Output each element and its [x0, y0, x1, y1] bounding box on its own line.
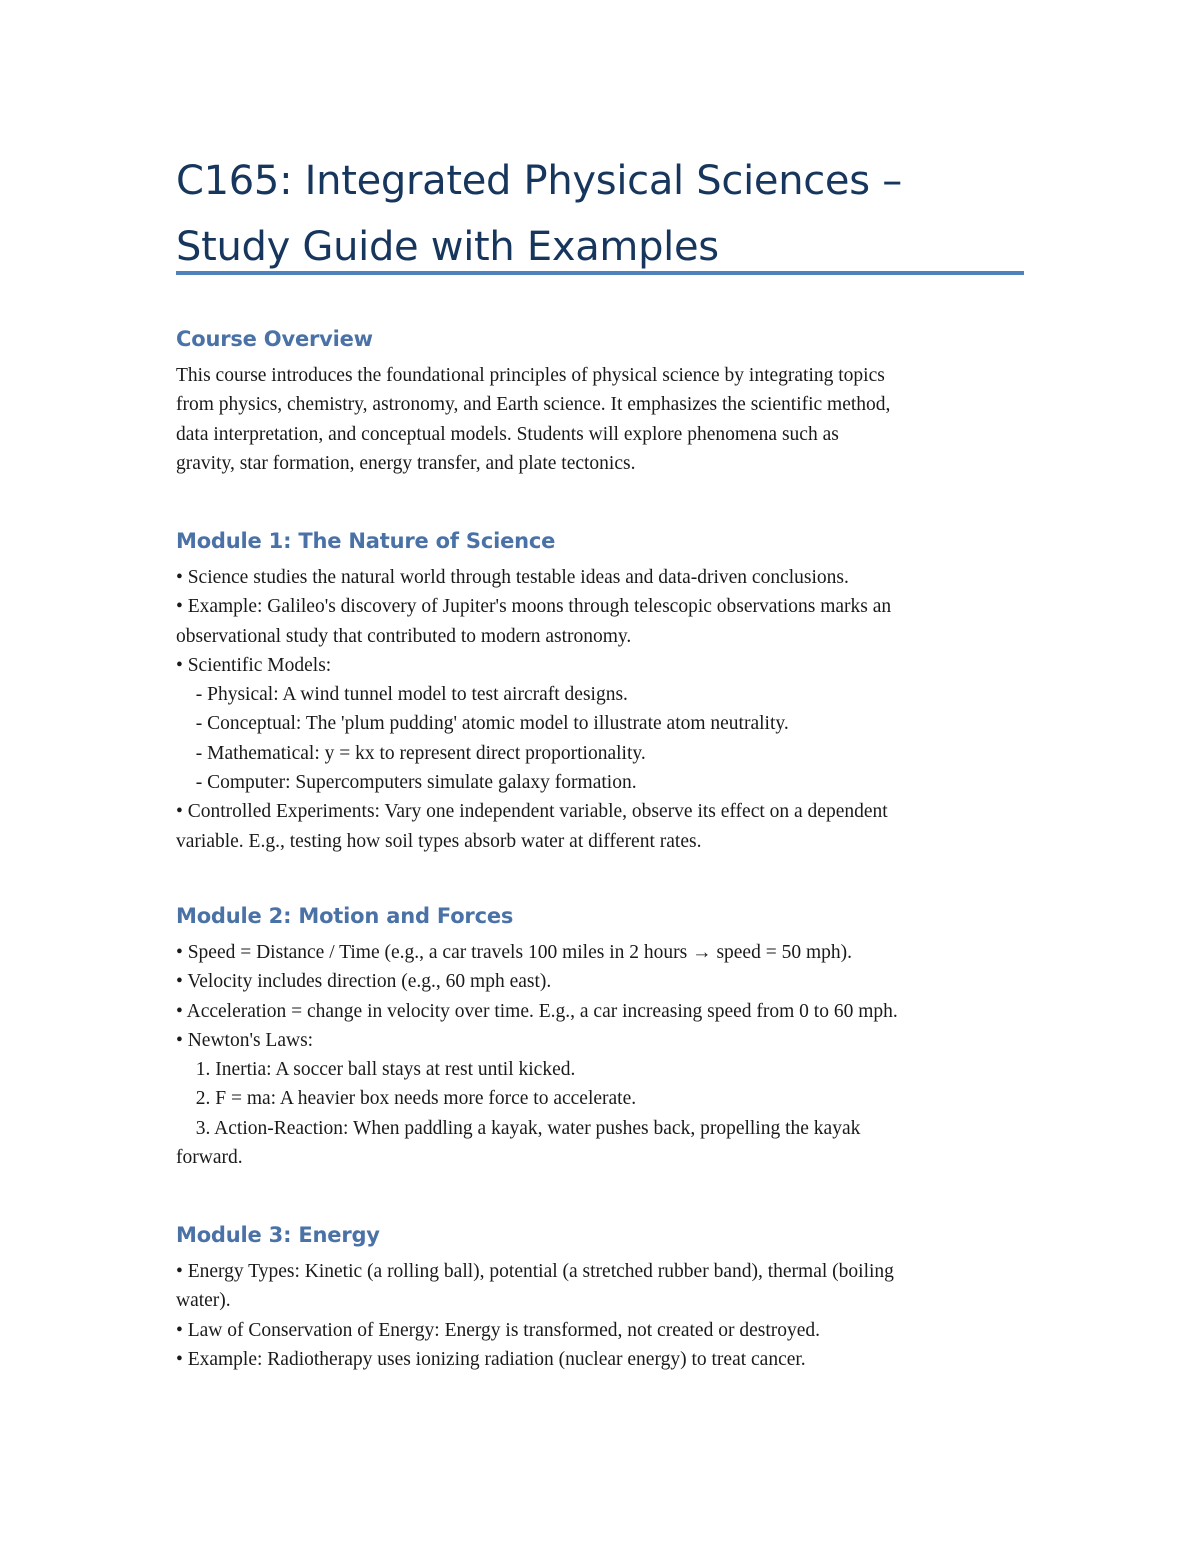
list-item-continuation: forward.: [176, 1147, 243, 1169]
sub-list-item: - Physical: A wind tunnel model to test aircraft designs.: [186, 684, 628, 706]
sub-list-item: - Mathematical: y = kx to represent direct proportionality.: [186, 742, 646, 764]
section-heading: Module 3: Energy: [176, 1223, 380, 1247]
paragraph-line: gravity, star formation, energy transfer, and plate tectonics.: [176, 452, 636, 474]
list-item: • Science studies the natural world through testable ideas and data-driven conclusions.: [176, 567, 849, 588]
section-heading: Module 2: Motion and Forces: [176, 904, 514, 928]
section-course-overview: [176, 325, 1036, 478]
section-heading: Module 1: The Nature of Science: [176, 529, 556, 553]
section-module-3: [176, 1221, 1036, 1374]
list-item: • Newton's Laws:: [176, 1029, 314, 1051]
list-item-continuation: variable. E.g., testing how soil types absorb water at different rates.: [176, 830, 702, 852]
list-item-continuation: water).: [176, 1290, 231, 1312]
list-item: • Energy Types: Kinetic (a rolling ball), potential (a stretched rubber band), thermal (boiling: [176, 1261, 894, 1282]
title-line-2: Study Guide with Examples: [176, 224, 719, 270]
list-item: • Law of Conservation of Energy: Energy is transformed, not created or destroyed.: [176, 1319, 821, 1341]
paragraph-line: This course introduces the foundational principles of physical science by integrating topics: [176, 365, 885, 386]
sub-list-item: 2. F = ma: A heavier box needs more force to accelerate.: [186, 1088, 637, 1110]
list-item: • Speed = Distance / Time (e.g., a car travels 100 miles in 2 hours → speed = 50 mph).: [176, 942, 852, 963]
list-item: • Example: Radiotherapy uses ionizing radiation (nuclear energy) to treat cancer.: [176, 1348, 806, 1370]
sub-list-item: 3. Action-Reaction: When paddling a kayak, water pushes back, propelling the kayak: [186, 1117, 861, 1139]
sub-list-item: 1. Inertia: A soccer ball stays at rest until kicked.: [186, 1059, 576, 1081]
list-item: • Velocity includes direction (e.g., 60 mph east).: [176, 971, 552, 993]
list-item: • Example: Galileo's discovery of Jupiter's moons through telescopic observations marks an: [176, 596, 892, 618]
document-title: [176, 148, 1036, 280]
list-item: • Acceleration = change in velocity over time. E.g., a car increasing speed from 0 to 60 mph.: [176, 1000, 898, 1022]
list-item: • Controlled Experiments: Vary one independent variable, observe its effect on a dependent: [176, 801, 888, 823]
section-module-1: [176, 527, 1036, 856]
title-underline-rule: [176, 271, 1024, 275]
sub-list-item: - Computer: Supercomputers simulate galaxy formation.: [186, 772, 637, 794]
list-item-continuation: observational study that contributed to modern astronomy.: [176, 625, 632, 647]
paragraph-line: from physics, chemistry, astronomy, and Earth science. It emphasizes the scientific method,: [176, 394, 891, 416]
title-line-1: C165: Integrated Physical Sciences –: [176, 158, 902, 204]
list-item: • Scientific Models:: [176, 654, 332, 676]
sub-list-item: - Conceptual: The 'plum pudding' atomic model to illustrate atom neutrality.: [186, 713, 789, 735]
section-heading: Course Overview: [176, 327, 373, 351]
section-module-2: [176, 902, 1036, 1172]
paragraph-line: data interpretation, and conceptual models. Students will explore phenomena such as: [176, 423, 839, 445]
